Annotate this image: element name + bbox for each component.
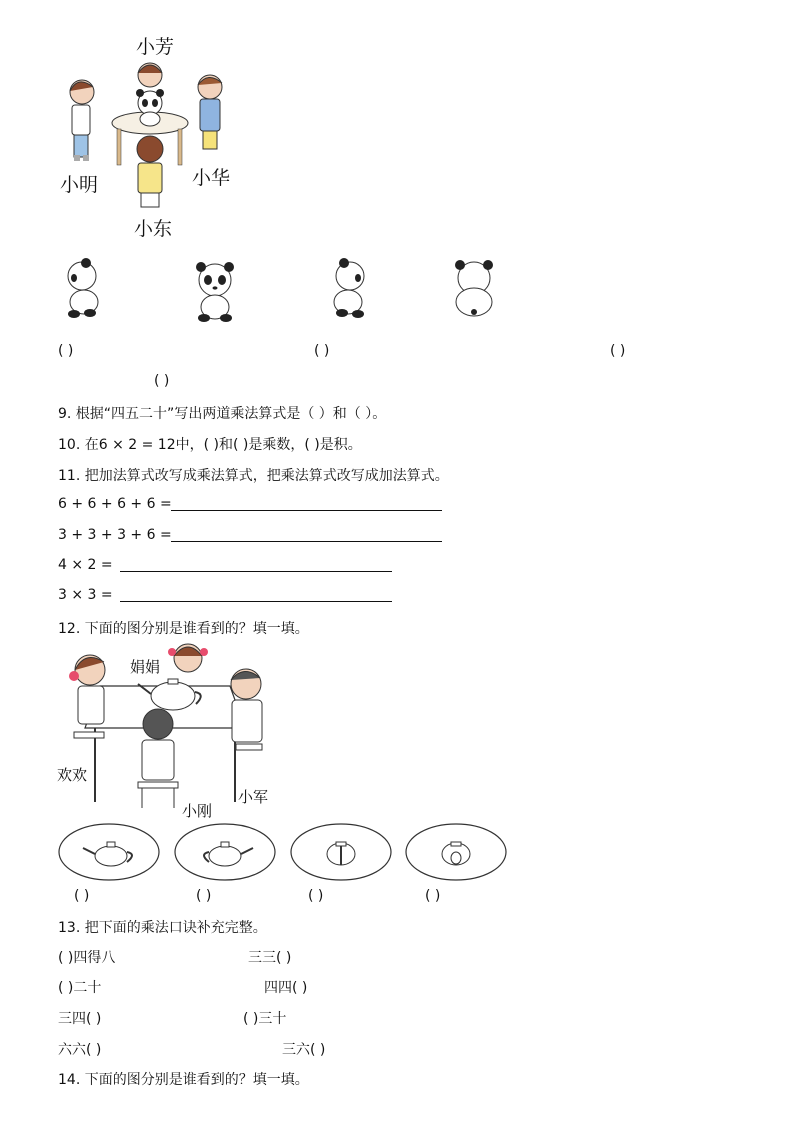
q12-blank-1[interactable]: ( ) (74, 888, 90, 904)
q11-answer-line-2[interactable] (171, 541, 442, 542)
children-table-illustration (60, 55, 240, 215)
name-right: 小华 (192, 167, 231, 189)
q11-answer-line-3[interactable] (120, 571, 392, 572)
q12-blank-3[interactable]: ( ) (308, 888, 324, 904)
q10-text: 10. 在6 × 2 = 12中，( )和( )是乘数，( )是积。 (58, 437, 362, 453)
name-top: 小芳 (136, 36, 175, 58)
q13-item-7[interactable]: 六六( ) (58, 1042, 102, 1058)
q9-text: 9. 根据“四五二十”写出两道乘法算式是（ ）和（ ）。 (58, 406, 387, 422)
q13-item-3[interactable]: ( )二十 (58, 980, 102, 996)
q11-answer-line-4[interactable] (120, 601, 392, 602)
q12-name-right: 小军 (238, 788, 269, 806)
q8-blank-2[interactable]: ( ) (314, 343, 330, 359)
q12-name-top: 娟娟 (130, 658, 161, 676)
q13-text: 13. 把下面的乘法口诀补充完整。 (58, 920, 267, 936)
children-teapot-illustration (60, 636, 275, 816)
q8-blank-4[interactable]: ( ) (154, 373, 170, 389)
panda-view-back (450, 260, 498, 320)
panda-view-side-left (62, 258, 102, 322)
q13-item-4[interactable]: 四四( ) (264, 980, 308, 996)
name-bottom: 小东 (134, 218, 173, 240)
q13-item-1[interactable]: ( )四得八 (58, 950, 116, 966)
teapot-view-4 (404, 822, 508, 882)
q13-item-5[interactable]: 三四( ) (58, 1011, 102, 1027)
q11-answer-line-1[interactable] (171, 510, 442, 511)
q11-text: 11. 把加法算式改写成乘法算式，把乘法算式改写成加法算式。 (58, 468, 449, 484)
q8-blank-1[interactable]: ( ) (58, 343, 74, 359)
teapot-view-1 (57, 822, 161, 882)
q12-name-left: 欢欢 (57, 766, 88, 784)
q11-item-1: 6 + 6 + 6 + 6 = (58, 496, 172, 512)
panda-view-front (192, 262, 238, 324)
panda-view-side-right (330, 258, 370, 322)
name-left: 小明 (60, 174, 99, 196)
q8-blank-3[interactable]: ( ) (610, 343, 626, 359)
q11-item-4: 3 × 3 = (58, 587, 113, 603)
q12-blank-4[interactable]: ( ) (425, 888, 441, 904)
teapot-view-3 (289, 822, 393, 882)
q13-item-6[interactable]: ( )三十 (243, 1011, 287, 1027)
q14-text: 14. 下面的图分别是谁看到的？填一填。 (58, 1072, 309, 1088)
q12-text: 12. 下面的图分别是谁看到的？填一填。 (58, 621, 309, 637)
q11-item-3: 4 × 2 = (58, 557, 113, 573)
teapot-view-2 (173, 822, 277, 882)
q12-blank-2[interactable]: ( ) (196, 888, 212, 904)
q12-name-bottom: 小刚 (182, 802, 213, 820)
q13-item-8[interactable]: 三六( ) (282, 1042, 326, 1058)
q11-item-2: 3 + 3 + 3 + 6 = (58, 527, 172, 543)
q13-item-2[interactable]: 三三( ) (248, 950, 292, 966)
